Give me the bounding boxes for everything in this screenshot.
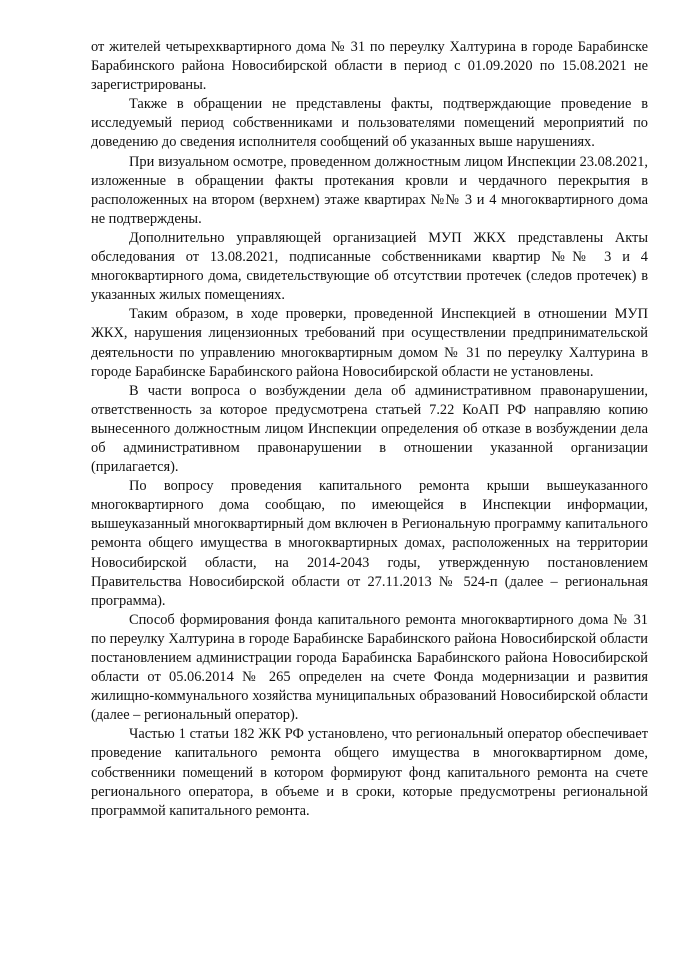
paragraph-housing-code: Частью 1 статьи 182 ЖК РФ установлено, что региональный оператор обеспечивает проведение капитального ремонта общего имущества в многоквартирном доме, собственники помещений в котором формируют фонд капитального ремонта на счете регионального оператора, в объеме и в сроки, которые предусмотрены региональной программой капитального ремонта. — [91, 726, 648, 819]
paragraph-inspection-acts: Дополнительно управляющей организацией МУП ЖКХ представлены Акты обследования от 13.08.2021, подписанные собственниками квартир №№ 3 и 4 многоквартирного дома, свидетельствующие об отсутствии протечек (следов протечек) в указанных жилых помещениях. — [91, 229, 648, 304]
paragraph-administrative-case: В части вопроса о возбуждении дела об административном правонарушении, ответственность за которое предусмотрена статьей 7.22 КоАП РФ направляю копию вынесенного должностным лицом Инспекции определения об отказе в возбуждении дела об административном правонарушении в отношении указанной организации (прилагается). — [91, 382, 648, 476]
paragraph-conclusion: Таким образом, в ходе проверки, проведенной Инспекцией в отношении МУП ЖКХ, нарушения лицензионных требований при осуществлении предпринимательской деятельности по управлению многоквартирным домом № 31 по переулку Халтурина в городе Барабинске Барабинского района Новосибирской области не установлены. — [91, 306, 648, 380]
paragraph-capital-repair: По вопросу проведения капитального ремонта крыши вышеуказанного многоквартирного дома сообщаю, по имеющейся в Инспекции информации, вышеуказанный многоквартирный дом включен в Региональную программу капитального ремонта общего имущества в многоквартирных домах, расположенных на территории Новосибирской области, на 2014-2043 годы, утвержденную постановлением Правительства Новосибирской области от 27.11.2013 № 524-п (далее – региональная программа). — [91, 478, 648, 609]
paragraph-continuation: от жителей четырехквартирного дома № 31 по переулку Халтурина в городе Барабинске Барабинского района Новосибирской области в период с 01.09.2020 по 15.08.2021 не зарегистрированы. — [91, 39, 648, 94]
paragraph-no-facts: Также в обращении не представлены факты, подтверждающие проведение в исследуемый период собственниками и пользователями помещений мероприятий по доведению до сведения исполнителя сообщений об указанных выше нарушениях. — [91, 96, 648, 151]
paragraph-repair-fund: Способ формирования фонда капитального ремонта многоквартирного дома № 31 по переулку Халтурина в городе Барабинске Барабинского района Новосибирской области постановлением администрации города Барабинска Барабинского района Новосибирской области от 05.06.2014 № 265 определен на счете Фонда модернизации и развития жилищно-коммунального хозяйства муниципальных образований Новосибирской области (далее – региональный оператор). — [91, 611, 648, 724]
paragraph-visual-inspection: При визуальном осмотре, проведенном должностным лицом Инспекции 23.08.2021, изложенные в обращении факты протекания кровли и чердачного перекрытия в расположенных на втором (верхнем) этаже квартирах №№ 3 и 4 многоквартирного дома не подтверждены. — [91, 153, 648, 227]
